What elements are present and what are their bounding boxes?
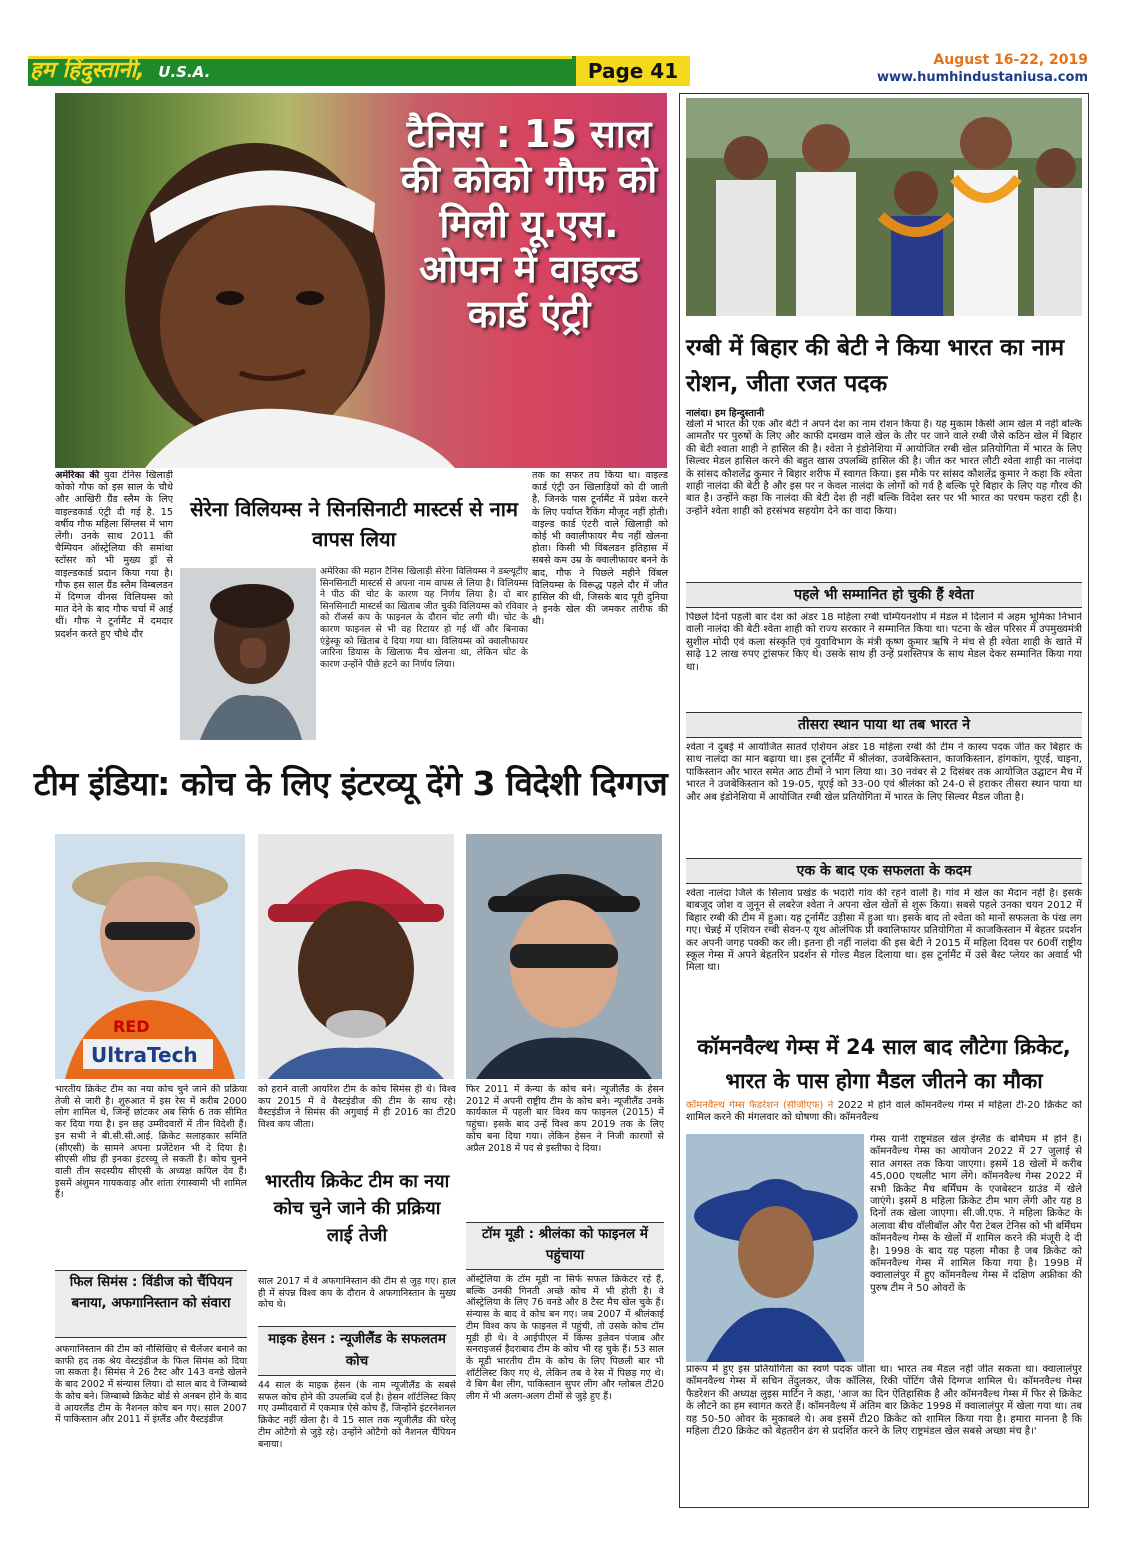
rugby-sub2: तीसरा स्थान पाया था तब भारत ने — [798, 717, 970, 733]
rugby-p2: पिछले दिनों पहली बार देश को अंडर 18 महिला रग्बी चम्पियनशीप में मेडल में दिलाने में अहम भूमिका निभाने वाली नालंदा की बेटी श्वेता शाही को राज्य सरकार ने सम्मानित किया था। पटना के खेल परिसर में उपमुख्यमंत्री सुशील मोदी एवं कला संस्कृति एवं युवाविभाग के मंत्री कृष्ण कुमार ऋषि ने मंच से ही श्वेता शाही के खाते में साढ़े 12 लाख रुपए ट्रांसफर किए थे। उसके साथ ही उन्हें प्रशस्तिपत्र के साथ मेडल देकर सम्मानित किया गया था। — [686, 612, 1082, 673]
simmons-illustration — [55, 834, 245, 1079]
rugby-p4: श्वेता नालंदा जिले के सिलाव प्रखंड के भदारी गांव की रहने वाली है। गांव में खेल का मैदान नहीं है। इसके बाबजूद जोश व जुनून से लबरेज श्वेता ने अपना खेल खेतों से शुरू किया। सबसे पहले उनका चयन 2012 में बिहार रग्बी की टीम में हुआ। यह टूर्नामैंट उड़ीसा में हुआ था। इसके बाद तो श्वेता को मानों सफलता के पंख लग गए। चेन्नई में एशियन रग्बी सेवन-ए यूथ ओलंपिक प्री क्वालिफायर प्रतियोगिता में काजकिस्तान में बेहतर प्रदर्शन कर अपनी जगह पक्की कर ली। इतना ही नहीं नालंदा की इस बेटी ने 2015 में महिला दिवस पर 60वीं राष्ट्रीय स्कूल गेम्स में अपने बेहतरिन प्रदर्शन से गोल्ड मैडल दिलाया था। इस टूर्नामैंट में उसे बैस्ट प्लेयर का अवार्ड भी मिला था। — [686, 888, 1082, 974]
paper-region: U.S.A. — [158, 63, 211, 81]
serena-body: अमेरिका की महान टैनिस खिलाड़ी सेरेना विलियम्स ने डब्ल्यूटीए सिनसिनाटी मास्टर्स से अपना नाम वापस ले लिया है। विलियम्स ने पीठ की चोट के कारण यह निर्णय लिया है। दो बार सिनसिनाटी मास्टर्स का खिताब जीत चुकी विलियम्स को रविवार को रॉजर्स कप के फाइनल के दौरान चोट लगी थी। चोट के कारण फाइनल से भी वह रिटायर हो गई थीं और बिनाका एंड्रेस्कू को खिताब दे दिया गया था। विलियम्स को क्वालीफायर जारिना डियास के खिलाफ मैच खेलना था, लेकिन चोट के कारण उन्होंने पीछे हटने का निर्णय लिया। — [320, 566, 528, 670]
mithali-photo — [686, 1134, 864, 1362]
rugby-dateline: नालंदा। हम हिन्दुस्तानी — [686, 408, 765, 419]
simmons-body: अफगानिस्तान की टीम को नौसिखिए से चैलेंजर बनाने का काफी हद तक श्रेय वेस्टइंडीज के फिल सिमंस को दिया जा सकता है। सिमंस ने 26 टैस्ट और 143 वनडे खेलने के बाद 2002 में संन्यास लिया। दो साल बाद वे जिम्बाब्वे के कोच बने। जिम्बाब्वे क्रिकेट बोर्ड से अनबन होने के बाद वे आयरलैंड टीम के नैशनल कोच बन गए। साल 2007 में पाकिस्तान और 2011 में इंग्लैंड और वैस्टइंडीज — [55, 1344, 247, 1426]
commonwealth-lead-block — [686, 1100, 1082, 1126]
phil-simmons-illustration — [258, 834, 454, 1079]
commonwealth-headline: कॉमनवैल्थ गेम्स में 24 साल बाद लौटेगा क्रिकेट, भारत के पास होगा मैडल जीतने का मौका — [697, 1035, 1071, 1093]
rugby-sub3: एक के बाद एक सफलता के कदम — [796, 863, 972, 879]
coach-col2-top: को हराने वाली आयरिश टीम के कोच सिमंस ही थे। विश्व कप 2015 में वे वैस्टइंडीज की टीम के साथ रहे। वैस्टइंडीज ने सिमंस की अगुवाई में ही 2016 का टी20 विश्व कप जीता। — [258, 1084, 456, 1131]
jersey-sponsor-text: UltraTech — [91, 1043, 198, 1067]
moody-head: टॉम मूडी : श्रीलंका को फाइनल में पहुंचाया — [482, 1226, 648, 1263]
commonwealth-lead: 2022 में होने वाले कॉमनवैल्थ गेम्स में महिला टी-20 क्रिकेट को शामिल करने की मंगलवार को घोषणा की। कॉमनवैल्थ — [686, 1100, 1082, 1124]
gauff-lead: अमेरिका की — [55, 470, 100, 481]
commonwealth-lead-colored: कॉमनवैल्थ गेम्स फैडरेशन (सीजीएफ) ने — [686, 1100, 834, 1111]
hesson-illustration — [466, 834, 662, 1079]
coach-banner: टीम इंडिया: कोच के लिए इंटरव्यू देंगे 3 विदेशी दिग्गज — [33, 764, 668, 803]
rugby-felicitation-illustration — [686, 98, 1082, 316]
process-head: भारतीय क्रिकेट टीम का नया कोच चुने जाने की प्रक्रिया लाई तेजी — [264, 1171, 450, 1246]
serena-portrait-illustration — [180, 568, 316, 740]
hesson-body: 44 साल के माइक हेसन (के नाम न्यूजीलैंड के सबसे सफल कोच होने की उपलब्धि दर्ज है। हेसन शॉर्टलिस्ट किए गए उम्मीदवारों में एकमात्र ऐसे कोच हैं, जिन्होंने इंटरनेशनल क्रिकेट नहीं खेला है। वे 15 साल तक न्यूजीलैंड की घरेलू टीम ओटैगो से जुड़े रहे। उन्होंने ओटैगो को नैशनल चैंपियन बनाया। — [258, 1380, 456, 1450]
moody-body: ऑस्ट्रेलिया के टॉम मूडी ना सिर्फ सफल क्रिकेटर रहे हैं, बल्कि उनकी गिनती अच्छे कोच में भी होती है। वे ऑस्ट्रेलिया के लिए 76 वनडे और 8 टैस्ट मैच खेल चुके हैं। संन्यास के बाद वे कोच बन गए। जब 2007 में श्रीलंकाई टीम विश्व कप के फाइनल में पहुंची, तो उसके कोच टॉम मूडी ही थे। वे आईपीएल में किंग्स इलेवन पंजाब और सनराइजर्स हैदराबाद टीम के कोच भी रह चुके हैं। 53 साल के मूडी भारतीय टीम के कोच के लिए पिछली बार भी शॉर्टलिस्ट किए गए थे, लेकिन तब वे रेस में पिछड़ गए थे। वे बिग बैश लीग, पाकिस्तान सुपर लीग और ग्लोबल टी20 लीग में भी अलग-अलग टीमों से जुड़े हुए हैं। — [466, 1274, 664, 1403]
issue-date: August 16-22, 2019 — [933, 52, 1088, 68]
gauff-body-left — [55, 470, 173, 742]
coach-photo-moody-hesson — [466, 834, 662, 1079]
paper-name: हम हिंदुस्तानी, U.S.A. — [30, 58, 211, 83]
gauff-headline: टैनिस : 15 साल की कोको गौफ को मिली यू.एस. ओपन में वाइल्ड कार्ड एंट्री — [400, 112, 658, 336]
gauff-body-right: तक का सफर तय किया था। वाइल्ड कार्ड एंट्री उन खिलाड़ियों को दी जाती है, जिनके पास टूर्नामैंट में प्रवेश करने के लिए पर्याप्त रैंकिंग मौजूद नहीं होती। वाइल्ड कार्ड एंटरी वाले खिलाड़ी को कोई भी क्वालीफायर मैच नहीं खेलना होता। किसी भी विंबलडन इतिहास में सबसे कम उम्र के क्वालीफायर बनने के बाद, गौफ ने पिछले महीने विंबल विलियम्स के विरूद्ध पहले दौर में जीत हासिल की थी, जिसके बाद पूरी दुनिया ने इनके खेल की जमकर तारीफ की थी। — [532, 470, 668, 628]
website-link[interactable]: www.humhindustaniusa.com — [876, 70, 1088, 85]
rugby-p3: श्वेता ने दुबई में आयोजित सातवें एशियन अंडर 18 महिला रग्बी की टीम ने कास्य पदक जीत कर बिहार के साथ नालंदा का मान बढ़ाया था। इस टूर्नामैंट में श्रीलंका, उजबेकिस्तान, काजकिस्तान, हांगकांग, यूएई, चाइना, पाकिस्तान और भारत समेत आठ टीमों ने भाग लिया था। 30 नवंबर से 2 दिसंबर तक आयोजित उद्घाटन मैच में भारत ने उजबेकिस्तान को 19-05, यूएई को 33-00 एवं श्रीलंका को 24-0 से हराकर तीसरा स्थान पाया था और अब इंडोनेशिया में आयोजित रग्बी खेल प्रतियोगिता में भारत के लिए सिल्वर मैडल जीता है। — [686, 742, 1082, 803]
serena-photo — [180, 568, 316, 740]
rugby-sub1: पहले भी सम्मानित हो चुकी हैं श्वेता — [794, 587, 974, 603]
gauff-body-left-text: युवा टेनिस खिलाड़ी कोको गौफ को इस साल के चौथे और आखिरी ग्रैंड स्लैम के लिए वाइल्डकार्ड एंट्री दी गई है. 15 वर्षीय गौफ महिला सिंग्लस में भाग लेंगी। उनके साथ 2011 की चैम्पियन ऑस्ट्रेलिया की समांथा स्टॉसर को भी मुख्य ड्रॉ से वाइल्डकार्ड प्रदान किया गया है। गौफ इस साल ग्रैंड स्लैम विम्बलडन में दिग्गज वीनस विलियम्स को मात देने के बाद गौफ चर्चा में आई थीं। गौफ ने टूर्नामैंट में दमदार प्रदर्शन करते हुए चौथे दौर — [55, 470, 173, 640]
commonwealth-body-full: प्रारूप में हुए इस प्रतियोगिता का स्वर्ण पदक जीता था। भारत तब मैडल नहीं जीत सकता था। क्वालालंपुर कॉमनवैल्थ गेम्स में सचिन तेंदुलकर, जैक कॉलिस, रिकी पोंटिंग जैसे दिग्गज शामिल थे। कॉमनवैल्थ गेम्स फैडरेशन की अध्यक्ष लुइस मार्टिन ने कहा, 'आज का दिन ऐतिहासिक है और कॉमनवैल्थ गेम्स में फिर से क्रिकेट के लौटने का हम स्वागत करते हैं। कॉमनवैल्थ में अंतिम बार क्रिकेट 1998 में क्वालालंपुर में खेला गया था। तब यह 50-50 ओवर के मुकाबले थे। अब इसमें टी20 क्रिकेट को शामिल किया गया है। हमारा मानना है कि महिला टी20 क्रिकेट को बेहतरीन ढंग से प्रदर्शित करने के लिए राष्ट्रमंडल खेल सबसे अच्छा मंच है।' — [686, 1364, 1082, 1438]
coach-photo-phil — [258, 834, 454, 1079]
rugby-photo — [686, 98, 1082, 316]
commonwealth-body-side: गेम्स यानी राष्ट्रमंडल खेल इंग्लैंड के बर्मिघम में होने हैं। कॉमनवैल्थ गेम्स का आयोजन 2022 में 27 जुलाई से सात अगस्त तक किया जाएगा। इसमें 18 खेलों में करीब 45,000 एथलीट भाग लेंगे। कॉमनवैल्थ गेम्स 2022 में सभी क्रिकेट मैच बर्मिंघम के एजबेस्टन ग्राउंड में खेले जाएंगे। इसमें 8 महिला क्रिकेट टीम भाग लेंगी और यह 8 दिनों तक खेला जाएगा। सी.जी.एफ. ने महिला क्रिकेट के अलावा बीच वॉलीबॉल और पैरा टेबल टेनिस को भी बर्मिंघम कॉमनवैल्थ गेम्स के खेलों में शामिल करने की मंजूरी दे दी है। 1998 के बाद यह पहला मौका है जब क्रिकेट को कॉमनवैल्थ गेम्स में शामिल किया गया है। 1998 में क्वालालंपुर में हुए कॉमनवैल्थ गेम्स में दक्षिण अफ्रीका की पुरुष टीम ने 50 ओवरों के — [870, 1134, 1082, 1294]
cricketer-portrait-illustration — [686, 1134, 864, 1362]
hesson-head: माइक हेसन : न्यूजीलैंड के सफलतम कोच — [268, 1331, 446, 1369]
simmons-head: फिल सिमंस : विंडीज को चैंपियन बनाया, अफगानिस्तान को संवारा — [69, 1274, 233, 1311]
coach-photo-simmons — [55, 834, 245, 1079]
page-label: Page 41 — [587, 59, 679, 83]
coach-col1-body: भारतीय क्रिकेट टीम का नया कोच चुने जाने की प्रक्रिया तेजी से जारी है। शुरुआत में इस रेस में करीब 2000 लोग शामिल थे, जिन्हें छांटकर अब सिर्फ 6 तक सीमित कर दिया गया है। इन छह उम्मीदवारों में तीन विदेशी हैं। इन सभी ने बी.सी.सी.आई. क्रिकेट सलाहकार समिति (सीएसी) के सामने अपना प्रजेंटेशन भी दे दिया है। सीएसी शीघ्र ही इनका इंटरव्यू ले सकती है। कोच चुनने वाली तीन सदस्यीय सीएसी के अध्यक्ष कपिल देव हैं। इसमें अंशुमन गायकवाड़ और शांता रंगास्वामी भी शामिल हैं। — [55, 1084, 247, 1201]
coach-col2-mid: साल 2017 में वे अफगानिस्तान की टीम से जुड़ गए। हाल ही में संपन्न विश्व कप के दौरान वे अफगानिस्तान के मुख्य कोच थे। — [258, 1276, 456, 1311]
rugby-headline: रग्बी में बिहार की बेटी ने किया भारत का नाम रोशन, जीता रजत पदक — [686, 335, 1065, 397]
coach-col3-top: फिर 2011 में केन्या के कोच बने। न्यूजीलैंड के हेसन 2012 में अपनी राष्ट्रीय टीम के कोच बने। न्यूजीलैंड उनके कार्यकाल में पहली बार विश्व कप फाइनल (2015) में पहुंचा। इसके बाद उन्हें विश्व कप 2019 तक के लिए कोच बना दिया गया। लेकिन हेसन ने निजी कारणों से अप्रैल 2018 में पद से इस्तीफा दे दिया। — [466, 1084, 664, 1154]
jersey-red-text: RED — [113, 1017, 150, 1036]
rugby-p1: खेलों में भारत की एक और बेटी ने अपने देश का नाम रोशन किया है। यह मुकाम किसी आम खेल में नहीं बल्कि आमतौर पर पुरुषों के लिए और काफी दमखम वाले खेल के तौर पर जाने वाले रग्बी जैसे कठिन खेल में बिहार की बेटी श्वाता शाही ने हासिल की है। श्वेता ने इंडोनेशिया में आयोजित रग्बी खेल प्रतियोगिता में भारत के लिए सिल्वर मेडल हासिल करने की बहुत खास उपलब्धि हासिल की है। जीत कर भारत लौटी श्वेता शाही का नालंदा के सांसद कौशलेंद्र कुमार ने बिहार शरीफ में स्वागत किया। इस मौके पर सांसद कौशलेंद्र कुमार ने कहा कि श्वेता शाही नालंदा की बेटी है और इस पर न केवल नालंदा के लोगों को गर्व है बल्कि पूरे बिहार के लिए यह गौरव की बात है। उन्होंने कहा कि नालंदा की बेटी देश ही नहीं बल्कि विदेश स्तर पर भी भारत का परचम फहरा रही है। उन्होंने श्वेता शाही को हरसंभव सहयोग देने का वादा किया। — [686, 419, 1082, 517]
serena-headline: सेरेना विलियम्स ने सिनसिनाटी मास्टर्स से नाम वापस लिया — [190, 497, 518, 551]
